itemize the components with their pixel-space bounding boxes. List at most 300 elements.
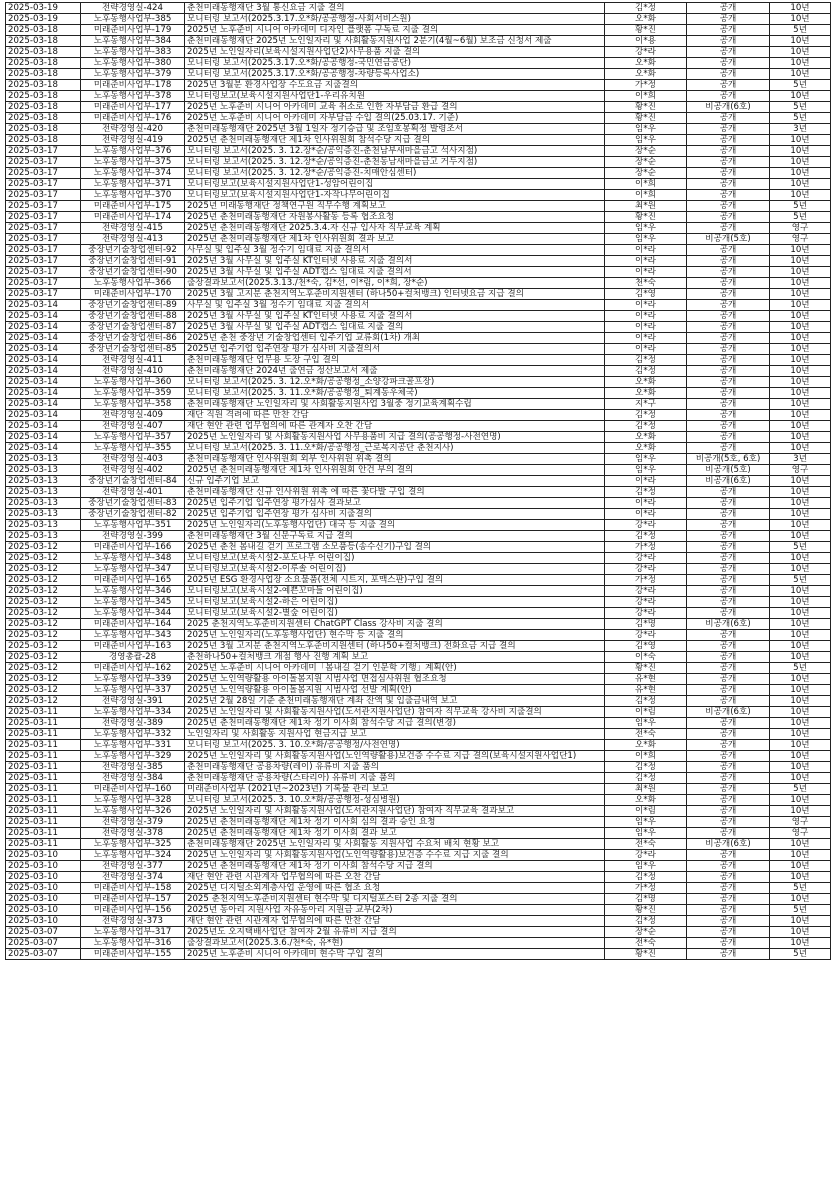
author-cell: 강*라 [605, 850, 687, 861]
disclosure-cell: 공개 [687, 135, 770, 146]
disclosure-cell: 공개 [687, 201, 770, 212]
retention-cell: 10년 [770, 355, 831, 366]
disclosure-cell: 공개 [687, 267, 770, 278]
disclosure-cell: 공개 [687, 520, 770, 531]
date-cell: 2025-03-11 [6, 806, 81, 817]
author-cell: 가*정 [605, 542, 687, 553]
retention-cell: 10년 [770, 553, 831, 564]
author-cell: 임*우 [605, 861, 687, 872]
author-cell: 최*원 [605, 784, 687, 795]
retention-cell: 10년 [770, 850, 831, 861]
title-cell: 2025년도 오지택배사업단 참여자 2월 유류비 지급 결의 [185, 927, 605, 938]
disclosure-cell: 공개 [687, 344, 770, 355]
retention-cell: 10년 [770, 278, 831, 289]
title-cell: 2025년 춘천 봄내길 걷기 프로그램 소모품등(송수신기)구입 결의 [185, 542, 605, 553]
disclosure-cell: 공개 [687, 14, 770, 25]
author-cell: 김*영 [605, 641, 687, 652]
title-cell: 2025년 3월 고지분 춘천지역노후준비지원센터 (하나50+컬처뱅크) 전화요금 지급 결의 [185, 641, 605, 652]
date-cell: 2025-03-12 [6, 564, 81, 575]
table-row [6, 564, 831, 575]
date-cell: 2025-03-12 [6, 696, 81, 707]
author-cell: 김*정 [605, 410, 687, 421]
disclosure-cell: 공개 [687, 729, 770, 740]
date-cell: 2025-03-17 [6, 157, 81, 168]
disclosure-cell: 공개 [687, 289, 770, 300]
title-cell: 춘천미래동행재단 2024년 출연금 정산보고서 제출 [185, 366, 605, 377]
doc-number-cell: 전략경영실-403 [81, 454, 185, 465]
date-cell: 2025-03-18 [6, 80, 81, 91]
title-cell: 모니터링보고(보육시설지원사업단1-자작나무어린이집 [185, 190, 605, 201]
date-cell: 2025-03-12 [6, 586, 81, 597]
author-cell: 유*현 [605, 685, 687, 696]
title-cell: 2025년 3월 고지분 춘천지역노후준비지원센터 (하나50+컬처뱅크) 인터넷요금 지급 결의 [185, 289, 605, 300]
table-row [6, 916, 831, 927]
author-cell: 강*라 [605, 630, 687, 641]
date-cell: 2025-03-11 [6, 762, 81, 773]
title-cell: 2025년 노인일자리 및 사회활동지원사업(도서관지원사업단) 참여자 직무교육 강사비 지출결의 [185, 707, 605, 718]
disclosure-cell: 공개 [687, 366, 770, 377]
retention-cell: 5년 [770, 113, 831, 124]
retention-cell: 10년 [770, 619, 831, 630]
date-cell: 2025-03-10 [6, 861, 81, 872]
date-cell: 2025-03-17 [6, 146, 81, 157]
disclosure-cell: 공개 [687, 223, 770, 234]
doc-number-cell: 노후동행사업부-344 [81, 608, 185, 619]
table-row [6, 14, 831, 25]
author-cell: 이*림 [605, 806, 687, 817]
table-row [6, 3, 831, 14]
retention-cell: 10년 [770, 696, 831, 707]
doc-number-cell: 노후동행사업부-385 [81, 14, 185, 25]
date-cell: 2025-03-18 [6, 36, 81, 47]
doc-number-cell: 노후동행사업부-316 [81, 938, 185, 949]
title-cell: 2025년 노인일자리 및 사회활동지원사업 사무용품비 지급 결의(공공행정-사전연명) [185, 432, 605, 443]
retention-cell: 영구 [770, 828, 831, 839]
title-cell: 2025년 노인일자리 및 사회활동지원사업(도서관지원사업단) 참여자 직무교육 결과보고 [185, 806, 605, 817]
date-cell: 2025-03-13 [6, 531, 81, 542]
title-cell: 2025년 노인일자리(노후동행사업단) 대국 등 지출 결의 [185, 520, 605, 531]
doc-number-cell: 전략경영실-373 [81, 916, 185, 927]
date-cell: 2025-03-07 [6, 927, 81, 938]
date-cell: 2025-03-11 [6, 817, 81, 828]
retention-cell: 5년 [770, 949, 831, 960]
date-cell: 2025-03-14 [6, 333, 81, 344]
author-cell: 장*순 [605, 168, 687, 179]
title-cell: 춘천미래동행재단 2025년 3월 1일자 정기승급 및 조임호봉획정 발령조서 [185, 124, 605, 135]
disclosure-cell: 공개 [687, 685, 770, 696]
title-cell: 신규 입주기업 보고 [185, 476, 605, 487]
author-cell: 임*우 [605, 223, 687, 234]
title-cell: 2025년 2월 28일 기준 춘천미래동행재단 계좌 잔액 및 입출금내역 보고 [185, 696, 605, 707]
author-cell: 이*희 [605, 179, 687, 190]
doc-number-cell: 중장년기술창업센터-89 [81, 300, 185, 311]
table-row [6, 256, 831, 267]
retention-cell: 10년 [770, 729, 831, 740]
disclosure-cell: 공개 [687, 861, 770, 872]
author-cell: 이*라 [605, 333, 687, 344]
doc-number-cell: 노후동행사업부-346 [81, 586, 185, 597]
date-cell: 2025-03-14 [6, 410, 81, 421]
retention-cell: 3년 [770, 454, 831, 465]
disclosure-cell: 공개 [687, 586, 770, 597]
table-row [6, 509, 831, 520]
retention-cell: 5년 [770, 201, 831, 212]
doc-number-cell: 노후동행사업부-357 [81, 432, 185, 443]
title-cell: 모니터링 보고서(2025.3.17.오*화/공공행정-국민연금공단) [185, 58, 605, 69]
retention-cell: 10년 [770, 597, 831, 608]
table-row [6, 531, 831, 542]
title-cell: 모니터링 보고서(2025. 3. 12.장*순/공익증진-치매안심센터) [185, 168, 605, 179]
retention-cell: 5년 [770, 25, 831, 36]
disclosure-cell: 공개 [687, 938, 770, 949]
author-cell: 장*순 [605, 157, 687, 168]
doc-number-cell: 노후동행사업부-366 [81, 278, 185, 289]
retention-cell: 10년 [770, 300, 831, 311]
author-cell: 이*희 [605, 751, 687, 762]
doc-number-cell: 미래준비사업부-179 [81, 25, 185, 36]
author-cell: 황*진 [605, 102, 687, 113]
title-cell: 모니터링 보고서(2025.3.17.오*화/공공행정-사회서비스원) [185, 14, 605, 25]
title-cell: 모니터링 보고서(2025. 3. 10.오*화/공공행정-성심병원) [185, 795, 605, 806]
retention-cell: 10년 [770, 894, 831, 905]
doc-number-cell: 미래준비사업부-165 [81, 575, 185, 586]
doc-number-cell: 노후동행사업부-347 [81, 564, 185, 575]
title-cell: 모니터링보고(보육시설지원사업단1-성암어린이집 [185, 179, 605, 190]
author-cell: 강*라 [605, 520, 687, 531]
author-cell: 이*라 [605, 256, 687, 267]
doc-number-cell: 전략경영실-424 [81, 3, 185, 14]
disclosure-cell: 공개 [687, 542, 770, 553]
date-cell: 2025-03-17 [6, 267, 81, 278]
date-cell: 2025-03-11 [6, 707, 81, 718]
retention-cell: 10년 [770, 795, 831, 806]
date-cell: 2025-03-18 [6, 113, 81, 124]
date-cell: 2025-03-12 [6, 674, 81, 685]
disclosure-cell: 공개 [687, 894, 770, 905]
retention-cell: 10년 [770, 388, 831, 399]
date-cell: 2025-03-10 [6, 883, 81, 894]
author-cell: 임*우 [605, 454, 687, 465]
retention-cell: 10년 [770, 157, 831, 168]
date-cell: 2025-03-07 [6, 938, 81, 949]
date-cell: 2025-03-14 [6, 399, 81, 410]
table-row [6, 36, 831, 47]
disclosure-cell: 공개 [687, 58, 770, 69]
table-row [6, 663, 831, 674]
title-cell: 2025년 노인일자리 및 사회활동지원사업(노인역량활용)보건증 수수료 지급 지출 결의 [185, 850, 605, 861]
table-row [6, 938, 831, 949]
table-row [6, 597, 831, 608]
title-cell: 모니터링 보고서(2025. 3. 11.오*화/공공행정_퇴계동우체국) [185, 388, 605, 399]
title-cell: 2025년 3월 사무실 및 입주실 KT인터넷 사용료 지출 결의서 [185, 311, 605, 322]
date-cell: 2025-03-12 [6, 641, 81, 652]
author-cell: 김*정 [605, 762, 687, 773]
doc-number-cell: 노후동행사업부-329 [81, 751, 185, 762]
author-cell: 오*화 [605, 432, 687, 443]
table-row [6, 278, 831, 289]
table-row [6, 828, 831, 839]
date-cell: 2025-03-13 [6, 487, 81, 498]
title-cell: 2025 춘천지역노후준비지원센터 현수막 및 디지털포스터 2종 지출 결의 [185, 894, 605, 905]
date-cell: 2025-03-11 [6, 839, 81, 850]
author-cell: 강*라 [605, 597, 687, 608]
date-cell: 2025-03-12 [6, 630, 81, 641]
table-row [6, 289, 831, 300]
disclosure-cell: 비공개(6호) [687, 839, 770, 850]
disclosure-cell: 공개 [687, 696, 770, 707]
disclosure-cell: 비공개(6호) [687, 102, 770, 113]
date-cell: 2025-03-11 [6, 795, 81, 806]
doc-number-cell: 노후동행사업부-334 [81, 707, 185, 718]
author-cell: 최*원 [605, 201, 687, 212]
date-cell: 2025-03-18 [6, 124, 81, 135]
table-row [6, 476, 831, 487]
table-row [6, 806, 831, 817]
retention-cell: 10년 [770, 718, 831, 729]
disclosure-cell: 공개 [687, 91, 770, 102]
table-row [6, 355, 831, 366]
table-row [6, 300, 831, 311]
table-row [6, 498, 831, 509]
doc-number-cell: 노후동행사업부-337 [81, 685, 185, 696]
table-row [6, 630, 831, 641]
title-cell: 2025년 미래동행재단 정책연구원 직무수행 계획보고 [185, 201, 605, 212]
retention-cell: 10년 [770, 652, 831, 663]
author-cell: 임*우 [605, 234, 687, 245]
title-cell: 사무실 및 입주실 3월 정수기 임대료 지출 결의서 [185, 300, 605, 311]
title-cell: 춘천미래동행재단 2025년 노인일자리 및 사회활동지원사업 2분기(4월~6월) 보조금 신청서 제출 [185, 36, 605, 47]
retention-cell: 10년 [770, 773, 831, 784]
table-row [6, 91, 831, 102]
disclosure-cell: 공개 [687, 674, 770, 685]
retention-cell: 10년 [770, 168, 831, 179]
retention-cell: 5년 [770, 663, 831, 674]
title-cell: 2025년 3월 사무실 및 입주실 ADT캡스 임대료 지출 결의서 [185, 267, 605, 278]
date-cell: 2025-03-19 [6, 3, 81, 14]
date-cell: 2025-03-13 [6, 509, 81, 520]
doc-number-cell: 중장년기술창업센터-90 [81, 267, 185, 278]
disclosure-cell: 공개 [687, 630, 770, 641]
retention-cell: 10년 [770, 47, 831, 58]
disclosure-cell: 공개 [687, 916, 770, 927]
table-row [6, 410, 831, 421]
title-cell: 2025년 춘천미래동행재단 제1차 인사위원회 참석수당 지급 결의 [185, 135, 605, 146]
doc-number-cell: 전략경영실-407 [81, 421, 185, 432]
title-cell: 2025년 3월분 환경사업장 수도요금 지출결의 [185, 80, 605, 91]
disclosure-cell: 공개 [687, 421, 770, 432]
date-cell: 2025-03-14 [6, 443, 81, 454]
author-cell: 오*화 [605, 443, 687, 454]
title-cell: 춘천미래동행재단 3월 신문구독료 지급 결의 [185, 531, 605, 542]
author-cell: 김*정 [605, 421, 687, 432]
date-cell: 2025-03-14 [6, 388, 81, 399]
date-cell: 2025-03-13 [6, 465, 81, 476]
title-cell: 2025년 노후준비 시니어 아카데미「봄내길 걷기 인문학 기행」계획(안) [185, 663, 605, 674]
title-cell: 춘천미래동행재단 신규 인사위원 위촉 에 따른 꽃다발 구입 결의 [185, 487, 605, 498]
retention-cell: 10년 [770, 14, 831, 25]
author-cell: 황*진 [605, 113, 687, 124]
date-cell: 2025-03-12 [6, 575, 81, 586]
title-cell: 2025년 노후준비 시니어 아카데미 현수막 구입 결의 [185, 949, 605, 960]
title-cell: 재단 현안 관련 업무협의에 따른 관계자 오찬 간담 [185, 421, 605, 432]
author-cell: 이*숙 [605, 652, 687, 663]
retention-cell: 10년 [770, 322, 831, 333]
date-cell: 2025-03-14 [6, 322, 81, 333]
doc-number-cell: 노후동행사업부-358 [81, 399, 185, 410]
retention-cell: 10년 [770, 267, 831, 278]
doc-number-cell: 미래준비사업부-157 [81, 894, 185, 905]
retention-cell: 10년 [770, 36, 831, 47]
doc-number-cell: 전략경영실-410 [81, 366, 185, 377]
title-cell: 2025년 3월 사무실 및 입주실 KT인터넷 사용료 지출 결의서 [185, 256, 605, 267]
date-cell: 2025-03-13 [6, 498, 81, 509]
retention-cell: 5년 [770, 784, 831, 795]
author-cell: 이*라 [605, 322, 687, 333]
table-row [6, 344, 831, 355]
doc-number-cell: 중장년기술창업센터-92 [81, 245, 185, 256]
author-cell: 유*현 [605, 674, 687, 685]
disclosure-cell: 공개 [687, 311, 770, 322]
table-row [6, 366, 831, 377]
title-cell: 출장결과보고서(2025.3.13./천*숙, 김*선, 이*림, 이*희, 장*순) [185, 278, 605, 289]
retention-cell: 영구 [770, 465, 831, 476]
disclosure-cell: 공개 [687, 740, 770, 751]
table-row [6, 432, 831, 443]
title-cell: 재단 현안 관련 시관계자 업무협의에 따른 오찬 간담 [185, 872, 605, 883]
title-cell: 모니터링 보고서(2025. 3. 12.장*순/공익증진-춘천동남새마을금고 거두지점) [185, 157, 605, 168]
disclosure-cell: 공개 [687, 718, 770, 729]
retention-cell: 10년 [770, 135, 831, 146]
table-row [6, 124, 831, 135]
doc-number-cell: 노후동행사업부-374 [81, 168, 185, 179]
doc-number-cell: 전략경영실-384 [81, 773, 185, 784]
date-cell: 2025-03-14 [6, 344, 81, 355]
title-cell: 춘천미래동행재단 공용차량(스타리아) 유류비 지출 품의 [185, 773, 605, 784]
author-cell: 강*라 [605, 564, 687, 575]
title-cell: 2025 춘천지역노후준비지원센터 ChatGPT Class 강사비 지출 결의 [185, 619, 605, 630]
author-cell: 강*라 [605, 553, 687, 564]
date-cell: 2025-03-18 [6, 102, 81, 113]
author-cell: 이*라 [605, 509, 687, 520]
retention-cell: 10년 [770, 520, 831, 531]
disclosure-cell: 공개 [687, 608, 770, 619]
date-cell: 2025-03-14 [6, 377, 81, 388]
disclosure-cell: 공개 [687, 3, 770, 14]
retention-cell: 10년 [770, 69, 831, 80]
table-row [6, 718, 831, 729]
retention-cell: 10년 [770, 839, 831, 850]
doc-number-cell: 노후동행사업부-383 [81, 47, 185, 58]
retention-cell: 10년 [770, 806, 831, 817]
retention-cell: 10년 [770, 531, 831, 542]
table-row [6, 421, 831, 432]
date-cell: 2025-03-12 [6, 553, 81, 564]
doc-number-cell: 전략경영실-389 [81, 718, 185, 729]
author-cell: 오*화 [605, 14, 687, 25]
table-row [6, 751, 831, 762]
retention-cell: 10년 [770, 707, 831, 718]
doc-number-cell: 노후동행사업부-380 [81, 58, 185, 69]
doc-number-cell: 전략경영실-379 [81, 817, 185, 828]
date-cell: 2025-03-10 [6, 850, 81, 861]
date-cell: 2025-03-19 [6, 14, 81, 25]
title-cell: 춘천미래동행재단 인사위원회 외부 인사위원 위촉 결의 [185, 454, 605, 465]
table-row [6, 883, 831, 894]
doc-number-cell: 전략경영실-385 [81, 762, 185, 773]
disclosure-cell: 공개 [687, 36, 770, 47]
author-cell: 김*정 [605, 355, 687, 366]
retention-cell: 10년 [770, 751, 831, 762]
retention-cell: 5년 [770, 575, 831, 586]
doc-number-cell: 중장년기술창업센터-91 [81, 256, 185, 267]
title-cell: 2025년 춘천미래동행재단 제1차 인사위원회 안건 부의 결의 [185, 465, 605, 476]
retention-cell: 10년 [770, 245, 831, 256]
title-cell: 2025년 노인일자리 및 사회활동지원사업(노인역량활용)보건증 수수료 지급 결의(보육시설지원사업단1) [185, 751, 605, 762]
disclosure-cell: 비공개(6호) [687, 707, 770, 718]
retention-cell: 10년 [770, 58, 831, 69]
title-cell: 노인일자리 및 사회활동 지원사업 현금지급 보고 [185, 729, 605, 740]
disclosure-cell: 공개 [687, 762, 770, 773]
date-cell: 2025-03-18 [6, 47, 81, 58]
doc-number-cell: 전략경영실-399 [81, 531, 185, 542]
disclosure-cell: 공개 [687, 641, 770, 652]
date-cell: 2025-03-11 [6, 729, 81, 740]
title-cell: 2025년 디지털소외계층사업 운영에 따른 협조 요청 [185, 883, 605, 894]
retention-cell: 10년 [770, 641, 831, 652]
disclosure-cell: 비공개(5호) [687, 465, 770, 476]
title-cell: 모니터링보고(보육시설2-별숲 어린이집) [185, 608, 605, 619]
disclosure-cell: 공개 [687, 322, 770, 333]
table-row [6, 212, 831, 223]
disclosure-cell: 공개 [687, 498, 770, 509]
author-cell: 김*정 [605, 916, 687, 927]
disclosure-cell: 비공개(5호, 6호) [687, 454, 770, 465]
table-row [6, 311, 831, 322]
disclosure-cell: 공개 [687, 146, 770, 157]
author-cell: 오*화 [605, 795, 687, 806]
title-cell: 춘천미래동행재단 공용차량(레이) 유류비 지출 품의 [185, 762, 605, 773]
table-row [6, 949, 831, 960]
disclosure-cell: 공개 [687, 751, 770, 762]
title-cell: 2025년 입주기업 입주연장 평가심사 결과보고 [185, 498, 605, 509]
disclosure-cell: 비공개(6호) [687, 476, 770, 487]
retention-cell: 10년 [770, 927, 831, 938]
title-cell: 미래준비사업부 (2021년~2023년) 기록물 관리 보고 [185, 784, 605, 795]
retention-cell: 10년 [770, 476, 831, 487]
author-cell: 임*우 [605, 718, 687, 729]
table-row [6, 850, 831, 861]
doc-number-cell: 중장년기술창업센터-85 [81, 344, 185, 355]
author-cell: 임*우 [605, 124, 687, 135]
author-cell: 가*정 [605, 80, 687, 91]
author-cell: 황*진 [605, 905, 687, 916]
doc-number-cell: 미래준비사업부-166 [81, 542, 185, 553]
doc-number-cell: 전략경영실-378 [81, 828, 185, 839]
doc-number-cell: 노후동행사업부-360 [81, 377, 185, 388]
retention-cell: 10년 [770, 916, 831, 927]
date-cell: 2025-03-12 [6, 663, 81, 674]
table-row [6, 762, 831, 773]
title-cell: 2025년 동아리 지원사업 자유동아리 지원금 교부(2차) [185, 905, 605, 916]
date-cell: 2025-03-12 [6, 619, 81, 630]
table-row [6, 80, 831, 91]
doc-number-cell: 노후동행사업부-376 [81, 146, 185, 157]
author-cell: 김*영 [605, 289, 687, 300]
retention-cell: 10년 [770, 740, 831, 751]
date-cell: 2025-03-18 [6, 69, 81, 80]
retention-cell: 10년 [770, 421, 831, 432]
table-row [6, 575, 831, 586]
